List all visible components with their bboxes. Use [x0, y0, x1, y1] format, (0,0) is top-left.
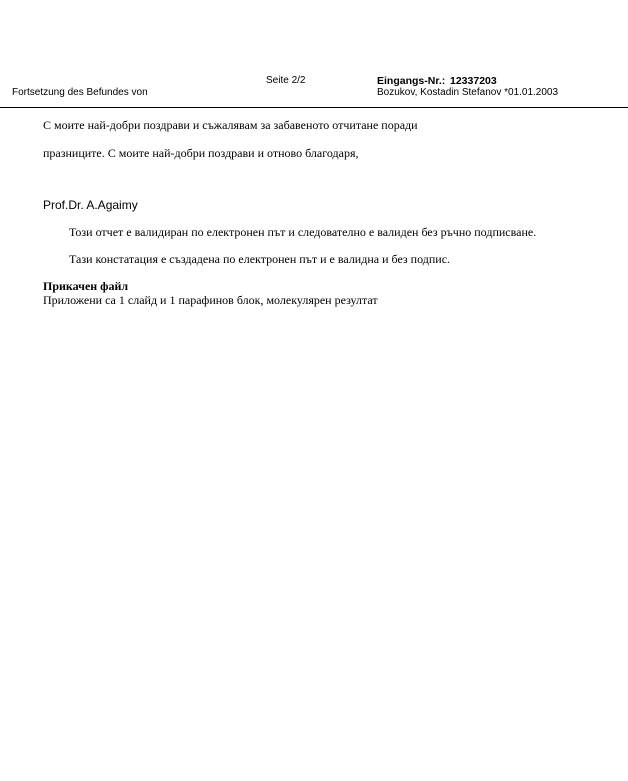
page-number: Seite 2/2 [266, 75, 306, 86]
attachment-title: Прикачен файл [43, 279, 129, 293]
report-header [0, 0, 628, 110]
closing-line-2: празниците. С моите най-добри поздрави и отново благодаря, [43, 146, 359, 160]
closing-line-1: С моите най-добри поздрави и съжалявам за забавеното отчитане поради [43, 118, 418, 132]
electronic-validation-note: Този отчет е валидиран по електронен път и следователно е валиден без ръчно подписване. [69, 225, 537, 239]
entry-number-label: Eingangs-Nr.: [377, 75, 446, 87]
electronic-statement-note: Тази констатация е създадена по електронен път и е валидна и без подпис. [69, 252, 451, 266]
entry-number: 12337203 [450, 75, 497, 87]
signature: Prof.Dr. A.Agaimy [43, 198, 138, 212]
continuation-label: Fortsetzung des Befundes von [12, 87, 148, 98]
attachment-description: Приложени са 1 слайд и 1 парафинов блок, молекулярен резултат [43, 293, 378, 307]
patient-name: Bozukov, Kostadin Stefanov *01.01.2003 [377, 87, 559, 98]
header-divider [0, 107, 628, 108]
